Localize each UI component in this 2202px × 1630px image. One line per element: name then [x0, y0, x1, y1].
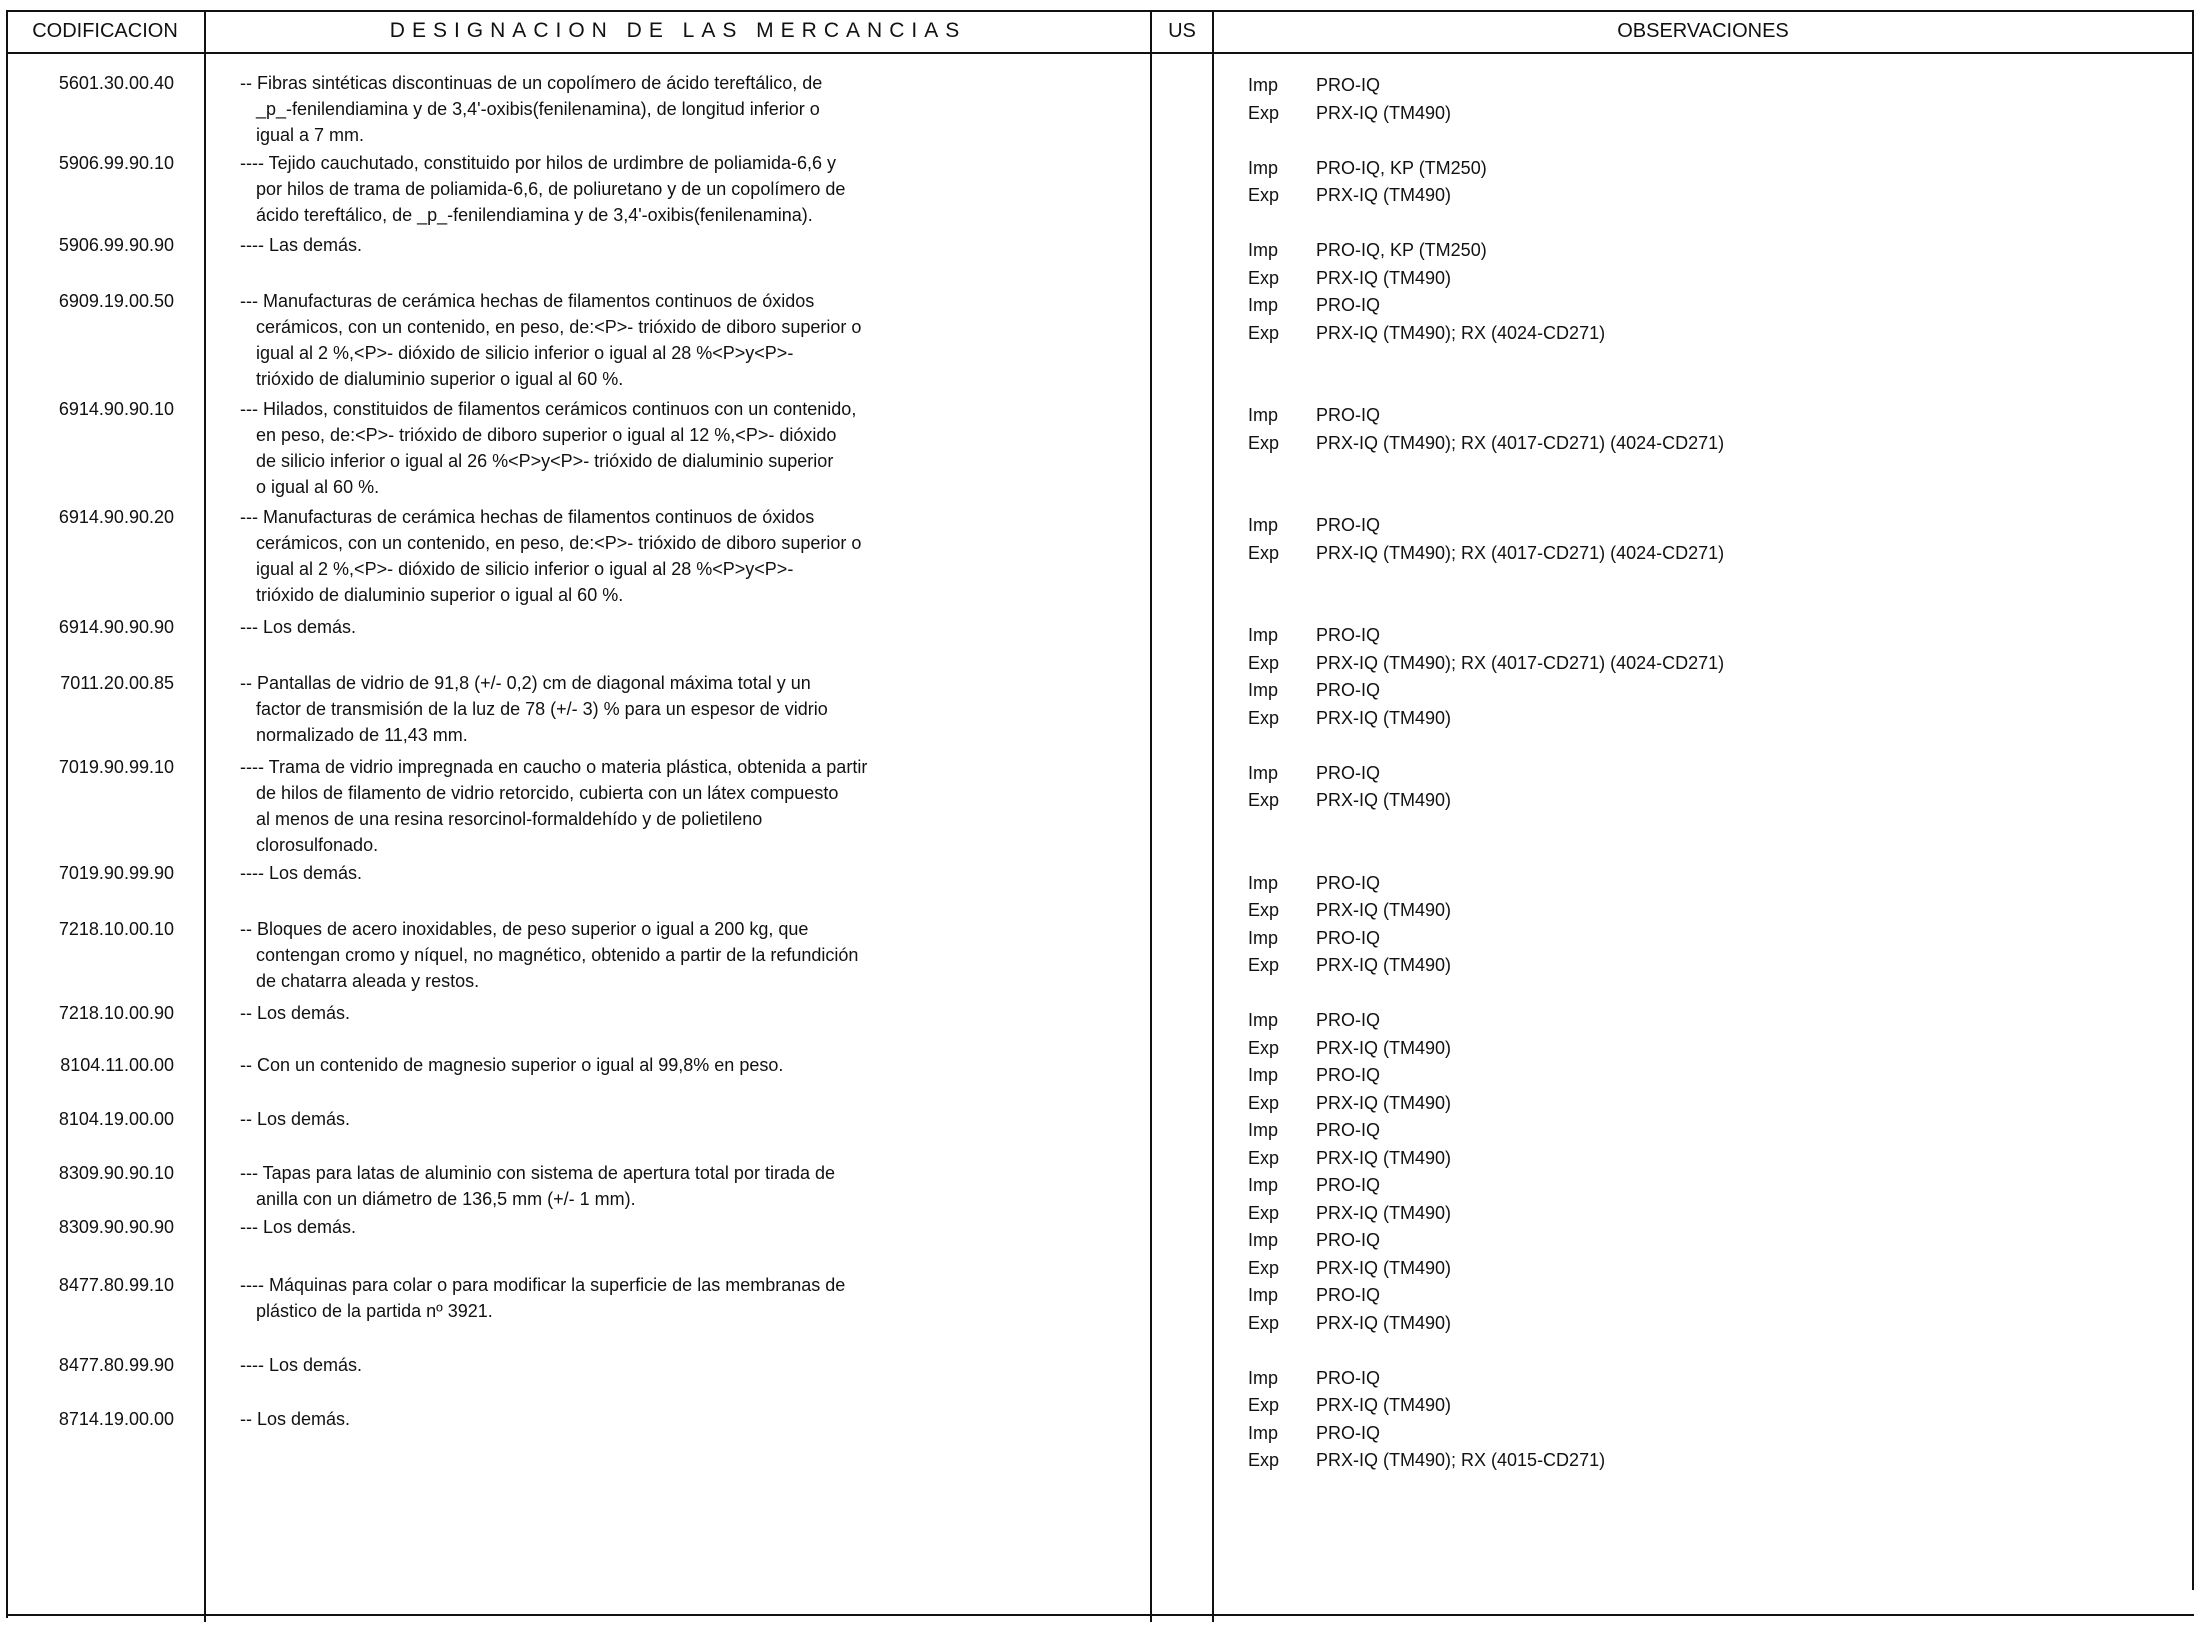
observation-line: [1248, 265, 2148, 293]
observation-value: PRO-IQ: [1316, 75, 1381, 95]
description-line: clorosulfonado.: [256, 835, 379, 855]
description-line: -- Fibras sintéticas discontinuas de un copolímero de ácido tereftálico, de: [240, 73, 823, 93]
observation-type: Imp: [1248, 1120, 1279, 1140]
observation-value: PRX-IQ (TM490): [1316, 1147, 1452, 1168]
description-line: -- Pantallas de vidrio de 91,8 (+/- 0,2) cm de diagonal máxima total y un: [240, 673, 811, 693]
tariff-code: 7218.10.00.10: [58, 919, 174, 939]
observation-line: [1248, 430, 2148, 458]
goods-description: [240, 670, 980, 748]
observation-value: PRO-IQ: [1316, 1367, 1381, 1388]
description-line: ---- Máquinas para colar o para modificar la superficie de las membranas de: [240, 1275, 846, 1295]
column-divider: [1150, 10, 1152, 1622]
tariff-code: 6914.90.90.10: [58, 399, 174, 419]
goods-description: [240, 1160, 980, 1212]
observation-line: [1248, 1007, 2148, 1035]
observation-type: Exp: [1248, 1037, 1280, 1058]
observation-type: Imp: [1248, 240, 1279, 260]
observation-type: Exp: [1248, 542, 1280, 563]
observation-value: PRO-IQ, KP (TM250): [1316, 240, 1487, 260]
goods-description: [240, 1106, 980, 1132]
observation-value: PRX-IQ (TM490); RX (4024-CD271): [1316, 322, 1606, 343]
observation-value: PRO-IQ, KP (TM250): [1316, 157, 1487, 178]
observation-value: PRO-IQ: [1316, 762, 1381, 783]
observation-line: [1248, 100, 2148, 128]
tariff-code: 8104.11.00.00: [60, 1055, 174, 1075]
observation-value: PRX-IQ (TM490): [1316, 1037, 1452, 1058]
observation-value: PRO-IQ: [1316, 515, 1381, 535]
goods-description: [240, 860, 980, 886]
observation-line: [1248, 1255, 2148, 1283]
observation-value: PRX-IQ (TM490): [1316, 102, 1452, 123]
tariff-code: 6914.90.90.20: [58, 507, 174, 527]
column-divider: [6, 10, 8, 1618]
table-bottom-rule: [6, 1614, 2194, 1616]
description-line: --- Hilados, constituidos de filamentos cerámicos continuos con un contenido,: [240, 399, 857, 419]
description-line: igual a 7 mm.: [256, 125, 365, 145]
observation-line: [1248, 210, 2148, 238]
observation-type: Exp: [1248, 322, 1280, 343]
observation-value: PRX-IQ (TM490); RX (4017-CD271) (4024-CD271): [1316, 432, 1725, 453]
observation-value: [1316, 815, 1321, 843]
observation-line: [1248, 402, 2148, 430]
observation-value: [1316, 127, 1321, 155]
description-line: de hilos de filamento de vidrio retorcido, cubierta con un látex compuesto: [256, 783, 839, 803]
observation-line: [1248, 650, 2148, 678]
tariff-code: 8104.19.00.00: [58, 1109, 174, 1129]
observation-line: [1248, 1337, 2148, 1365]
observation-value: PRX-IQ (TM490): [1316, 707, 1452, 728]
observation-line: [1248, 1200, 2148, 1228]
observation-value: [1316, 485, 1321, 513]
description-line: ---- Trama de vidrio impregnada en caucho o materia plástica, obtenida a partir: [240, 757, 868, 777]
header-codificacion: CODIFICACION: [32, 19, 178, 42]
observation-line: [1248, 182, 2148, 210]
observation-value: [1316, 210, 1321, 238]
goods-description: [240, 1406, 980, 1432]
header-bottom-rule: [6, 52, 2194, 54]
observation-line: [1248, 677, 2148, 705]
description-line: --- Tapas para latas de aluminio con sistema de apertura total por tirada de: [240, 1163, 835, 1183]
goods-description: [240, 1000, 980, 1026]
goods-description: [240, 150, 980, 228]
observation-value: PRX-IQ (TM490): [1316, 267, 1452, 288]
observation-line: [1248, 1282, 2148, 1310]
observation-line: [1248, 155, 2148, 183]
observation-value: PRO-IQ: [1316, 1010, 1381, 1030]
observation-type: Imp: [1248, 405, 1279, 425]
observation-line: [1248, 485, 2148, 513]
description-line: contengan cromo y níquel, no magnético, obtenido a partir de la refundición: [256, 945, 859, 965]
goods-description: [240, 1214, 980, 1240]
observation-type: Imp: [1248, 1065, 1279, 1085]
observation-value: PRX-IQ (TM490): [1316, 1202, 1452, 1223]
tariff-code: 7218.10.00.90: [58, 1003, 174, 1023]
observation-value: PRO-IQ: [1316, 1230, 1381, 1250]
observation-value: [1316, 567, 1321, 595]
observation-value: [1316, 732, 1321, 760]
observation-value: PRO-IQ: [1316, 405, 1381, 425]
observation-type: [1248, 732, 1316, 760]
observation-type: Imp: [1248, 762, 1279, 783]
observation-type: Exp: [1248, 652, 1280, 673]
tariff-code: 8477.80.99.10: [58, 1275, 174, 1295]
description-line: cerámicos, con un contenido, en peso, de:<P>- trióxido de diboro superior o: [256, 317, 862, 337]
observation-type: [1248, 347, 1316, 375]
observation-type: [1248, 980, 1316, 1008]
description-line: igual al 2 %,<P>- dióxido de silicio inferior o igual al 28 %<P>y<P>-: [256, 559, 794, 579]
description-line: -- Con un contenido de magnesio superior o igual al 99,8% en peso.: [240, 1055, 784, 1075]
observation-type: Exp: [1248, 1147, 1280, 1168]
observation-value: PRO-IQ: [1316, 872, 1381, 893]
observation-type: Imp: [1248, 295, 1279, 315]
observation-value: [1316, 595, 1321, 623]
observation-value: PRX-IQ (TM490): [1316, 1092, 1452, 1113]
tariff-code: 5601.30.00.40: [58, 73, 174, 93]
observation-type: Exp: [1248, 1395, 1280, 1415]
description-line: trióxido de dialuminio superior o igual al 60 %.: [256, 585, 624, 605]
observation-value: PRX-IQ (TM490); RX (4017-CD271) (4024-CD271): [1316, 542, 1725, 563]
description-line: en peso, de:<P>- trióxido de diboro superior o igual al 12 %,<P>- dióxido: [256, 425, 837, 445]
observation-value: PRO-IQ: [1316, 1065, 1381, 1085]
description-line: -- Los demás.: [240, 1409, 351, 1429]
header-observaciones: OBSERVACIONES: [1617, 19, 1789, 42]
observation-value: PRO-IQ: [1316, 1175, 1381, 1195]
observation-type: Imp: [1248, 75, 1279, 95]
observation-type: Imp: [1248, 157, 1279, 178]
observation-line: [1248, 1447, 2148, 1475]
observation-type: Exp: [1248, 1312, 1280, 1333]
goods-description: [240, 288, 980, 392]
observation-line: [1248, 1090, 2148, 1118]
observation-type: Exp: [1248, 707, 1280, 728]
column-divider: [1212, 10, 1214, 1622]
description-line: --- Los demás.: [240, 617, 357, 637]
description-line: --- Manufacturas de cerámica hechas de filamentos continuos de óxidos: [240, 291, 815, 311]
observation-type: Exp: [1248, 1450, 1280, 1470]
observation-type: [1248, 1337, 1316, 1365]
description-line: igual al 2 %,<P>- dióxido de silicio inferior o igual al 28 %<P>y<P>-: [256, 343, 794, 363]
observation-type: Exp: [1248, 267, 1280, 288]
description-line: ---- Los demás.: [240, 1355, 363, 1375]
observation-line: [1248, 1145, 2148, 1173]
description-line: o igual al 60 %.: [256, 477, 380, 497]
tariff-code: 8477.80.99.90: [58, 1355, 174, 1375]
observation-line: [1248, 1310, 2148, 1338]
observation-value: PRX-IQ (TM490): [1316, 1257, 1452, 1278]
description-line: -- Bloques de acero inoxidables, de peso superior o igual a 200 kg, que: [240, 919, 809, 939]
description-line: trióxido de dialuminio superior o igual al 60 %.: [256, 369, 624, 389]
header-designacion: DESIGNACION DE LAS MERCANCIAS: [389, 19, 967, 42]
observation-line: [1248, 1172, 2148, 1200]
observation-value: PRX-IQ (TM490): [1316, 900, 1452, 920]
observation-line: [1248, 1227, 2148, 1255]
observation-type: Imp: [1248, 1010, 1279, 1030]
description-line: anilla con un diámetro de 136,5 mm (+/- 1 mm).: [256, 1189, 636, 1209]
observation-type: [1248, 485, 1316, 513]
observation-type: Exp: [1248, 185, 1280, 205]
observation-line: [1248, 127, 2148, 155]
observation-type: [1248, 375, 1316, 403]
observation-line: [1248, 1117, 2148, 1145]
goods-description: [240, 1272, 980, 1324]
observation-type: [1248, 567, 1316, 595]
tariff-code: 7019.90.99.90: [58, 863, 174, 883]
observation-value: PRO-IQ: [1316, 1120, 1381, 1140]
observation-line: [1248, 952, 2148, 980]
observation-line: [1248, 1420, 2148, 1448]
tariff-code: 8309.90.90.90: [58, 1217, 174, 1237]
observation-line: [1248, 567, 2148, 595]
observation-value: [1316, 347, 1321, 375]
observation-type: [1248, 127, 1316, 155]
observation-line: [1248, 622, 2148, 650]
description-line: de chatarra aleada y restos.: [256, 971, 480, 991]
observation-value: PRX-IQ (TM490); RX (4017-CD271) (4024-CD271): [1316, 652, 1725, 673]
goods-description: [240, 614, 980, 640]
description-line: --- Los demás.: [240, 1217, 357, 1237]
observation-value: PRX-IQ (TM490); RX (4015-CD271): [1316, 1450, 1606, 1470]
observation-line: [1248, 237, 2148, 265]
tariff-code: 8714.19.00.00: [58, 1409, 174, 1429]
description-line: --- Manufacturas de cerámica hechas de filamentos continuos de óxidos: [240, 507, 815, 527]
observation-value: [1316, 980, 1321, 1008]
observation-line: [1248, 540, 2148, 568]
observation-value: PRX-IQ (TM490): [1316, 955, 1452, 975]
observation-type: Imp: [1248, 515, 1279, 535]
observation-value: PRO-IQ: [1316, 1422, 1381, 1443]
observation-type: Imp: [1248, 927, 1279, 948]
column-divider: [2192, 10, 2194, 1590]
observation-type: Imp: [1248, 1230, 1279, 1250]
observation-line: [1248, 815, 2148, 843]
tariff-code: 6909.19.00.50: [58, 291, 174, 311]
description-line: cerámicos, con un contenido, en peso, de:<P>- trióxido de diboro superior o: [256, 533, 862, 553]
description-line: ---- Los demás.: [240, 863, 363, 883]
observation-line: [1248, 760, 2148, 788]
tariff-code: 7019.90.99.10: [58, 757, 174, 777]
observation-type: Imp: [1248, 1422, 1279, 1443]
tariff-code: 5906.99.90.90: [58, 235, 174, 255]
observation-type: Imp: [1248, 680, 1279, 700]
observation-line: [1248, 292, 2148, 320]
observation-line: [1248, 787, 2148, 815]
observation-line: [1248, 1365, 2148, 1393]
description-line: normalizado de 11,43 mm.: [256, 725, 468, 745]
observation-value: [1316, 457, 1321, 485]
observation-line: [1248, 842, 2148, 870]
observation-line: [1248, 72, 2148, 100]
observation-type: [1248, 457, 1316, 485]
observation-type: Exp: [1248, 432, 1280, 453]
observation-type: Imp: [1248, 625, 1279, 645]
observation-value: PRX-IQ (TM490): [1316, 185, 1452, 205]
observation-type: Exp: [1248, 955, 1280, 975]
observation-type: [1248, 210, 1316, 238]
observation-type: Exp: [1248, 1257, 1280, 1278]
column-divider: [204, 10, 206, 1622]
observation-line: [1248, 705, 2148, 733]
observation-line: [1248, 1392, 2148, 1420]
description-line: ácido tereftálico, de _p_-fenilendiamina y de 3,4'-oxibis(fenilenamina).: [256, 205, 813, 225]
goods-description: [240, 1352, 980, 1378]
goods-description: [240, 232, 980, 258]
observation-value: [1316, 1337, 1321, 1365]
observation-line: [1248, 347, 2148, 375]
goods-description: [240, 70, 980, 148]
observaciones-column: [1248, 72, 2148, 1475]
observation-value: PRX-IQ (TM490): [1316, 790, 1452, 810]
description-line: ---- Tejido cauchutado, constituido por hilos de urdimbre de poliamida-6,6 y: [240, 153, 836, 173]
observation-line: [1248, 732, 2148, 760]
observation-type: Imp: [1248, 872, 1279, 893]
description-line: ---- Las demás.: [240, 235, 363, 255]
observation-type: Exp: [1248, 1202, 1280, 1223]
observation-type: Exp: [1248, 1092, 1280, 1113]
observation-line: [1248, 1062, 2148, 1090]
observation-line: [1248, 897, 2148, 925]
description-line: _p_-fenilendiamina y de 3,4'-oxibis(fenilenamina), de longitud inferior o: [256, 99, 820, 119]
observation-type: Imp: [1248, 1367, 1279, 1388]
description-line: -- Los demás.: [240, 1109, 351, 1129]
tariff-code: 8309.90.90.10: [58, 1163, 174, 1183]
description-line: por hilos de trama de poliamida-6,6, de poliuretano y de un copolímero de: [256, 179, 846, 199]
tariff-code: 5906.99.90.10: [58, 153, 174, 173]
tariff-code: 6914.90.90.90: [58, 617, 174, 637]
goods-description: [240, 754, 980, 858]
observation-value: PRO-IQ: [1316, 625, 1381, 645]
goods-description: [240, 504, 980, 608]
observation-line: [1248, 512, 2148, 540]
header-us: US: [1168, 19, 1196, 42]
goods-description: [240, 916, 980, 994]
observation-type: Imp: [1248, 1175, 1279, 1195]
observation-line: [1248, 375, 2148, 403]
observation-line: [1248, 457, 2148, 485]
observation-value: [1316, 842, 1321, 870]
description-line: al menos de una resina resorcinol-formaldehído y de polietileno: [256, 809, 763, 829]
description-line: de silicio inferior o igual al 26 %<P>y<P>- trióxido de dialuminio superior: [256, 451, 834, 471]
tariff-code: 7011.20.00.85: [60, 673, 174, 693]
description-line: plástico de la partida nº 3921.: [256, 1301, 493, 1321]
goods-description: [240, 1052, 980, 1078]
observation-type: [1248, 842, 1316, 870]
observation-line: [1248, 595, 2148, 623]
observation-type: Exp: [1248, 790, 1280, 810]
observation-line: [1248, 320, 2148, 348]
description-line: -- Los demás.: [240, 1003, 351, 1023]
goods-description: [240, 396, 980, 500]
observation-line: [1248, 1035, 2148, 1063]
observation-value: [1316, 375, 1321, 403]
observation-value: PRO-IQ: [1316, 927, 1381, 948]
observation-type: [1248, 595, 1316, 623]
observation-line: [1248, 870, 2148, 898]
observation-type: Exp: [1248, 102, 1280, 123]
observation-type: Imp: [1248, 1285, 1279, 1305]
observation-value: PRO-IQ: [1316, 680, 1381, 700]
observation-type: Exp: [1248, 900, 1280, 920]
description-line: factor de transmisión de la luz de 78 (+/- 3) % para un espesor de vidrio: [256, 699, 828, 719]
observation-value: PRX-IQ (TM490): [1316, 1395, 1452, 1415]
observation-line: [1248, 925, 2148, 953]
observation-line: [1248, 980, 2148, 1008]
observation-value: PRO-IQ: [1316, 295, 1381, 315]
observation-type: [1248, 815, 1316, 843]
observation-value: PRO-IQ: [1316, 1285, 1381, 1305]
observation-value: PRX-IQ (TM490): [1316, 1312, 1452, 1333]
